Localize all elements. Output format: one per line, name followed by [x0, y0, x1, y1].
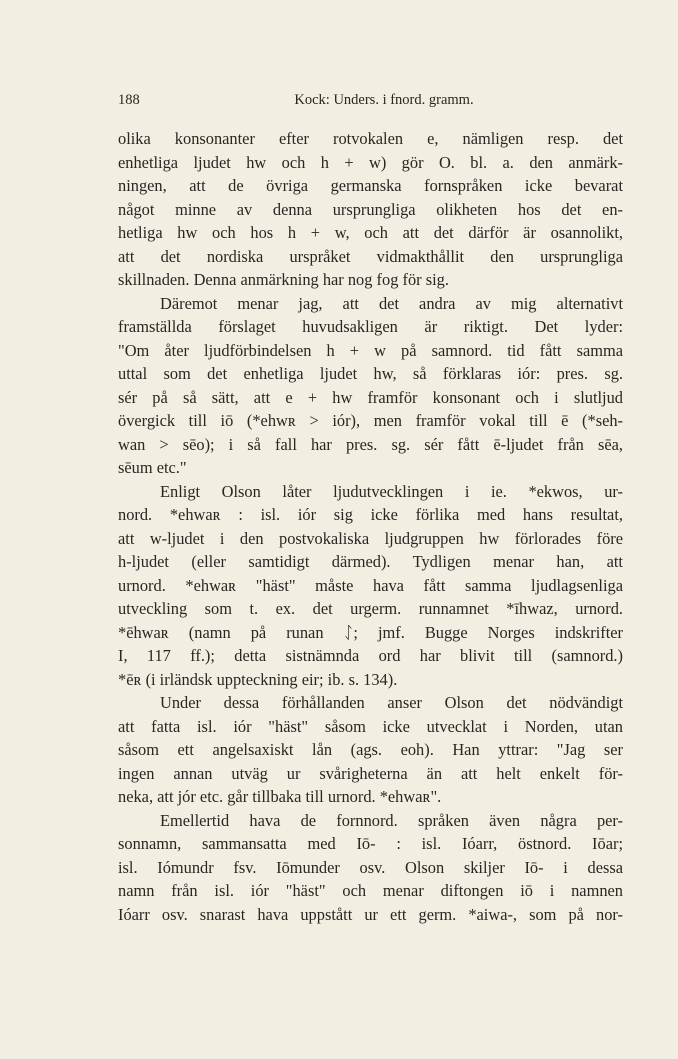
text-line: Enligt Olson låter ljudutvecklingen i ie. *ekwos, ur- [160, 481, 623, 501]
running-title: Kock: Unders. i fnord. gramm. [294, 92, 474, 108]
text-line: ningen, att de övriga germanska fornspråken icke bevarat [118, 176, 623, 195]
text-line: Däremot menar jag, att det andra av mig alternativt [160, 293, 623, 313]
text-line: neka, att jór etc. går tillbaka till urnord. *ehwaʀ". [118, 787, 442, 806]
text-line: *ēhwaʀ (namn på runan ᛇ; jmf. Bugge Norges indskrifter [118, 622, 623, 642]
text-line: såsom ett angelsaxiskt lån (ags. eoh). Han yttrar: "Jag ser [118, 740, 623, 759]
text-line: namn från isl. iór "häst" och menar diftongen iō i namnen [118, 881, 623, 900]
text-line: att w-ljudet i den postvokaliska ljudgruppen hw förlorades före [118, 528, 623, 548]
text-line: att fatta isl. iór "häst" såsom icke utvecklat i Norden, utan [118, 716, 623, 736]
text-line: Emellertid hava de fornnord. språken även några per- [160, 810, 623, 830]
text-line: sér på så sätt, att e + hw framför konsonant och i slutljud [118, 387, 623, 407]
text-line: skillnaden. Denna anmärkning har nog fog för sig. [118, 270, 449, 289]
text-line: uttal som det enhetliga ljudet hw, så förklaras iór: pres. sg. [118, 364, 623, 383]
text-line: Under dessa förhållanden anser Olson det nödvändigt [160, 693, 623, 712]
text-line: sēum etc." [118, 458, 187, 477]
text-line: Ióarr osv. snarast hava uppstått ur ett germ. *aiwa-, som på nor- [118, 904, 623, 924]
text-line: övergick till iō (*ehwʀ > iór), men framför vokal till ē (*seh- [118, 411, 623, 430]
text-line: olika konsonanter efter rotvokalen e, nämligen resp. det [118, 129, 623, 148]
text-line: *ēʀ (i irländsk uppteckning eir; ib. s. 134). [118, 669, 398, 689]
text-line: ingen annan utväg ur svårigheterna än att helt enkelt för- [118, 763, 623, 783]
text-line: något minne av denna ursprungliga olikheten hos det en- [118, 199, 623, 219]
text-line: urnord. *ehwaʀ "häst" måste hava fått samma ljudlagsenliga [118, 575, 623, 595]
text-line: enhetliga ljudet hw och h + w) gör O. bl. a. den anmärk- [118, 152, 623, 172]
text-line: framställda förslaget huvudsakligen är riktigt. Det lyder: [118, 317, 623, 336]
text-line: nord. *ehwaʀ : isl. iór sig icke förlika med hans resultat, [118, 505, 623, 524]
page-number: 188 [118, 92, 140, 108]
text-line: sonnamn, sammansatta med Iō- : isl. Ióarr, östnord. Iōar; [118, 834, 623, 853]
text-line: isl. Iómundr fsv. Iōmunder osv. Olson skiljer Iō- i dessa [118, 857, 623, 877]
text-line: wan > sēo); i så fall har pres. sg. sér fått ē-ljudet från sēa, [118, 434, 623, 454]
body-text [118, 127, 623, 926]
text-line: "Om åter ljudförbindelsen h + w på samnord. tid fått samma [118, 340, 623, 360]
running-head [118, 92, 622, 112]
text-line: att det nordiska urspråket vidmakthållit den ursprungliga [118, 246, 623, 266]
text-line: h-ljudet (eller samtidigt därmed). Tydligen menar han, att [118, 552, 623, 571]
text-line: hetliga hw och hos h + w, och att det därför är osannolikt, [118, 223, 623, 242]
text-line: utveckling som t. ex. det urgerm. runnamnet *īhwaz, urnord. [118, 599, 623, 618]
text-line: I, 117 ff.); detta sistnämnda ord har blivit till (samnord.) [118, 646, 623, 665]
